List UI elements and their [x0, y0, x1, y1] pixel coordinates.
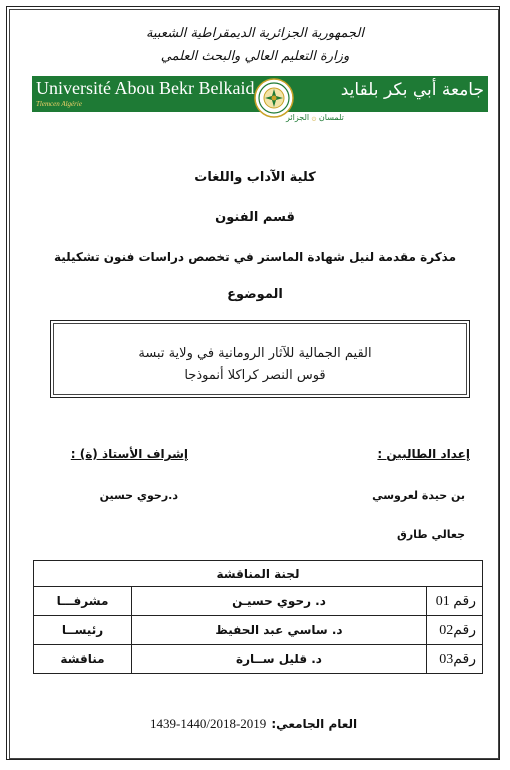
university-name-fr: Université Abou Bekr Belkaid	[36, 78, 255, 98]
committee-member-name: د. قليل ســارة	[132, 645, 427, 674]
student-name-2: جعالي طارق	[396, 528, 465, 541]
university-name-ar: جامعة أبي بكر بلقايد	[340, 80, 484, 100]
committee-number: رقم03	[427, 645, 483, 674]
student-name-1: بن حيدة لعروسي	[372, 489, 465, 502]
faculty-heading: كلية الآداب واللغات	[194, 170, 316, 185]
thesis-type-heading: مذكرة مقدمة لنيل شهادة الماستر في تخصص دراسات فنون تشكيلية	[53, 250, 457, 264]
university-location-ar	[286, 113, 344, 122]
supervisor-label: إشراف الأستاذ (ة) :	[70, 447, 188, 461]
thesis-title-line1: القيم الجمالية للآثار الرومانية في ولاية تبسة	[138, 346, 372, 361]
committee-number: رقم02	[427, 616, 483, 645]
committee-title: لجنة المناقشة	[34, 561, 483, 587]
committee-member-role: مشرفـــا	[34, 587, 132, 616]
university-seal-icon	[254, 78, 294, 118]
committee-row	[34, 587, 483, 616]
republic-line: الجمهورية الجزائرية الديمقراطية الشعبية	[146, 26, 364, 41]
committee-member-role: مناقشة	[34, 645, 132, 674]
students-label: إعداد الطالبين :	[377, 447, 470, 461]
university-location-fr: Tlemcen Algérie	[36, 100, 82, 108]
topic-label: الموضوع	[227, 287, 283, 302]
university-country-ar: الجزائر	[286, 113, 310, 122]
mini-seal-icon: ۞	[311, 113, 317, 122]
university-city-ar: تلمسان	[318, 113, 344, 122]
academic-year-line	[150, 713, 357, 732]
committee-row	[34, 616, 483, 645]
committee-number: رقم 01	[427, 587, 483, 616]
thesis-title-line2: قوس النصر كراكلا أنموذجا	[184, 368, 326, 383]
committee-table	[33, 560, 483, 674]
committee-member-role: رئيســا	[34, 616, 132, 645]
academic-year-value: 1439-1440/2018-2019	[150, 716, 267, 731]
committee-row	[34, 645, 483, 674]
committee-member-name: د. ساسي عبد الحفيظ	[132, 616, 427, 645]
supervisor-name: د.رحوي حسين	[99, 489, 178, 502]
ministry-line: وزارة التعليم العالي والبحث العلمي	[160, 49, 350, 64]
committee-member-name: د. رحوي حسيـن	[132, 587, 427, 616]
department-heading: قسم الفنون	[215, 210, 295, 225]
academic-year-label: العام الجامعي:	[271, 717, 358, 731]
